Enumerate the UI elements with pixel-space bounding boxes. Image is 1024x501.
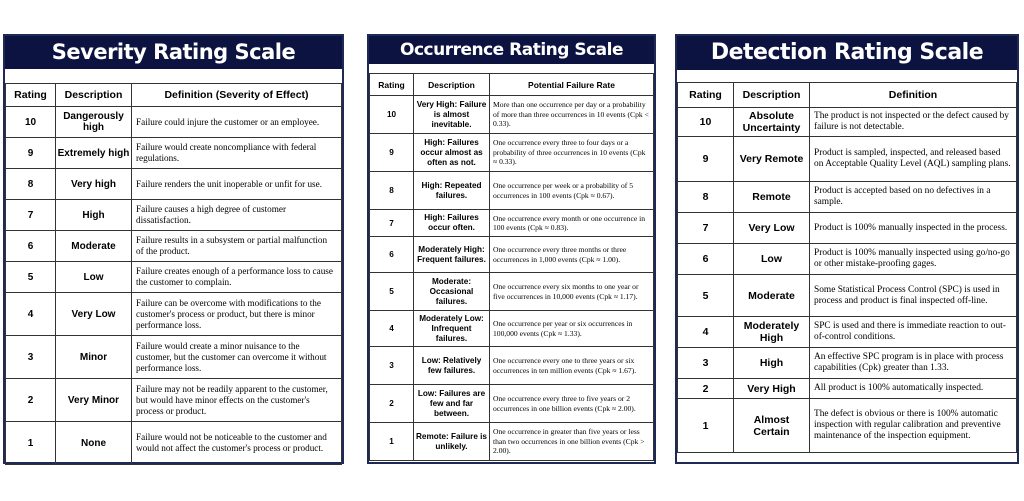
definition-cell: Product is 100% manually inspected in the process.: [810, 213, 1017, 244]
occurrence-header-row: [370, 74, 654, 96]
occurrence-table: [369, 73, 654, 461]
description-cell: Low: Relatively few failures.: [414, 347, 490, 385]
severity-header-row: [6, 84, 342, 107]
description-cell: High: Repeated failures.: [414, 172, 490, 210]
description-cell: Moderately High: Frequent failures.: [414, 237, 490, 273]
rating-cell: 9: [370, 134, 414, 172]
description-cell: High: [56, 200, 132, 231]
failure-rate-cell: One occurrence per year or six occurrences in 100,000 events (Cpk ≈ 1.33).: [490, 311, 654, 347]
description-header: Description: [734, 83, 810, 108]
rating-cell: 3: [6, 336, 56, 379]
detection-header-row: [678, 83, 1017, 108]
table-row: [6, 336, 342, 379]
rating-cell: 8: [370, 172, 414, 210]
description-cell: Moderately High: [734, 317, 810, 348]
failure-rate-header: Potential Failure Rate: [490, 74, 654, 96]
definition-cell: Product is 100% manually inspected using go/no-go or other mistake-proofing gages.: [810, 244, 1017, 275]
table-row: [6, 231, 342, 262]
rating-cell: 9: [678, 137, 734, 182]
table-row: [6, 293, 342, 336]
description-cell: Low: [56, 262, 132, 293]
rating-cell: 1: [370, 423, 414, 461]
failure-rate-cell: One occurrence every three to four days or a probability of three occurrences in 10 events (Cpk ≈ 0.33).: [490, 134, 654, 172]
description-cell: Low: [734, 244, 810, 275]
rating-cell: 7: [370, 210, 414, 237]
table-row: [370, 385, 654, 423]
rating-header: Rating: [678, 83, 734, 108]
rating-cell: 2: [678, 379, 734, 399]
occurrence-title: Occurrence Rating Scale: [369, 36, 654, 64]
definition-cell: Failure may not be readily apparent to the customer, but would have minor effects on the customer's process or product.: [132, 379, 342, 422]
table-row: [6, 422, 342, 465]
failure-rate-cell: One occurrence in greater than five years or less than two occurrences in one billion events (Cpk > 2.00).: [490, 423, 654, 461]
table-row: [6, 200, 342, 231]
definition-header: Definition: [810, 83, 1017, 108]
definition-cell: An effective SPC program is in place with process capabilities (Cpk) greater than 1.33.: [810, 348, 1017, 379]
definition-cell: All product is 100% automatically inspected.: [810, 379, 1017, 399]
description-cell: Remote: [734, 182, 810, 213]
detection-rating-panel: [675, 34, 1019, 464]
failure-rate-cell: One occurrence per week or a probability of 5 occurrences in 100 events (Cpk ≈ 0.67).: [490, 172, 654, 210]
rating-cell: 3: [370, 347, 414, 385]
failure-rate-cell: One occurrence every three months or three occurrences in 1,000 events (Cpk ≈ 1.00).: [490, 237, 654, 273]
description-cell: High: Failures occur often.: [414, 210, 490, 237]
description-cell: Very Low: [734, 213, 810, 244]
rating-header: Rating: [370, 74, 414, 96]
table-row: [370, 237, 654, 273]
rating-cell: 2: [6, 379, 56, 422]
severity-rating-panel: [3, 34, 344, 464]
table-row: [678, 317, 1017, 348]
rating-cell: 6: [6, 231, 56, 262]
rating-cell: 4: [370, 311, 414, 347]
table-row: [6, 262, 342, 293]
description-cell: Moderate: Occasional failures.: [414, 273, 490, 311]
severity-title: Severity Rating Scale: [5, 36, 342, 69]
rating-cell: 7: [678, 213, 734, 244]
description-cell: Very Minor: [56, 379, 132, 422]
table-row: [6, 138, 342, 169]
table-row: [678, 108, 1017, 137]
table-row: [370, 134, 654, 172]
rating-cell: 1: [6, 422, 56, 465]
description-cell: Remote: Failure is unlikely.: [414, 423, 490, 461]
description-cell: Moderately Low: Infrequent failures.: [414, 311, 490, 347]
failure-rate-cell: One occurrence every three to five years or 2 occurrences in one billion events (Cpk ≈ 2.00).: [490, 385, 654, 423]
detection-table: [677, 82, 1017, 453]
rating-header: Rating: [6, 84, 56, 107]
rating-cell: 8: [678, 182, 734, 213]
description-cell: Minor: [56, 336, 132, 379]
definition-cell: Failure creates enough of a performance loss to cause the customer to complain.: [132, 262, 342, 293]
failure-rate-cell: One occurrence every month or one occurrence in 100 events (Cpk ≈ 0.83).: [490, 210, 654, 237]
rating-cell: 10: [6, 107, 56, 138]
table-row: [370, 210, 654, 237]
rating-cell: 5: [678, 275, 734, 317]
definition-header: Definition (Severity of Effect): [132, 84, 342, 107]
table-row: [678, 137, 1017, 182]
definition-cell: Failure causes a high degree of customer dissatisfaction.: [132, 200, 342, 231]
occurrence-rating-panel: [367, 34, 656, 464]
table-row: [370, 423, 654, 461]
table-row: [678, 399, 1017, 453]
detection-title: Detection Rating Scale: [677, 36, 1017, 70]
definition-cell: The product is not inspected or the defect caused by failure is not detectable.: [810, 108, 1017, 137]
rating-cell: 4: [678, 317, 734, 348]
definition-cell: The defect is obvious or there is 100% automatic inspection with regular calibration and preventive maintenance of the inspection equipment.: [810, 399, 1017, 453]
definition-cell: Failure can be overcome with modifications to the customer's process or product, but there is minor performance loss.: [132, 293, 342, 336]
description-cell: Almost Certain: [734, 399, 810, 453]
table-row: [678, 244, 1017, 275]
table-row: [6, 107, 342, 138]
table-row: [370, 273, 654, 311]
table-row: [370, 311, 654, 347]
rating-cell: 5: [370, 273, 414, 311]
definition-cell: Failure would create noncompliance with federal regulations.: [132, 138, 342, 169]
table-row: [678, 379, 1017, 399]
description-cell: Very High: Failure is almost inevitable.: [414, 96, 490, 134]
description-cell: High: Failures occur almost as often as not.: [414, 134, 490, 172]
failure-rate-cell: One occurrence every one to three years or six occurrences in ten million events (Cpk ≈ 1.67).: [490, 347, 654, 385]
rating-cell: 10: [678, 108, 734, 137]
definition-cell: Failure results in a subsystem or partial malfunction of the product.: [132, 231, 342, 262]
rating-cell: 6: [678, 244, 734, 275]
definition-cell: Product is sampled, inspected, and released based on Acceptable Quality Level (AQL) sampling plans.: [810, 137, 1017, 182]
description-cell: Very Remote: [734, 137, 810, 182]
table-row: [678, 348, 1017, 379]
definition-cell: SPC is used and there is immediate reaction to out-of-control conditions.: [810, 317, 1017, 348]
table-row: [678, 275, 1017, 317]
table-row: [370, 172, 654, 210]
rating-cell: 10: [370, 96, 414, 134]
rating-cell: 3: [678, 348, 734, 379]
description-header: Description: [56, 84, 132, 107]
definition-cell: Failure could injure the customer or an employee.: [132, 107, 342, 138]
rating-cell: 1: [678, 399, 734, 453]
rating-cell: 8: [6, 169, 56, 200]
failure-rate-cell: More than one occurrence per day or a probability of more than three occurrences in 10 events (Cpk < 0.33).: [490, 96, 654, 134]
rating-cell: 6: [370, 237, 414, 273]
definition-cell: Failure would not be noticeable to the customer and would not affect the customer's process or product.: [132, 422, 342, 465]
description-cell: Very High: [734, 379, 810, 399]
rating-cell: 4: [6, 293, 56, 336]
table-row: [370, 347, 654, 385]
description-cell: Absolute Uncertainty: [734, 108, 810, 137]
rating-cell: 9: [6, 138, 56, 169]
rating-cell: 5: [6, 262, 56, 293]
rating-cell: 2: [370, 385, 414, 423]
description-header: Description: [414, 74, 490, 96]
description-cell: Very Low: [56, 293, 132, 336]
table-row: [678, 213, 1017, 244]
description-cell: High: [734, 348, 810, 379]
description-cell: Moderate: [734, 275, 810, 317]
definition-cell: Product is accepted based on no defectives in a sample.: [810, 182, 1017, 213]
definition-cell: Some Statistical Process Control (SPC) is used in process and product is final inspected off-line.: [810, 275, 1017, 317]
rating-cell: 7: [6, 200, 56, 231]
table-row: [678, 182, 1017, 213]
table-row: [370, 96, 654, 134]
definition-cell: Failure would create a minor nuisance to the customer, but the customer can overcome it without performance loss.: [132, 336, 342, 379]
table-row: [6, 379, 342, 422]
failure-rate-cell: One occurrence every six months to one year or five occurrences in 10,000 events (Cpk ≈ 1.17).: [490, 273, 654, 311]
description-cell: Moderate: [56, 231, 132, 262]
table-row: [6, 169, 342, 200]
description-cell: Low: Failures are few and far between.: [414, 385, 490, 423]
severity-table: [5, 83, 342, 465]
description-cell: Dangerously high: [56, 107, 132, 138]
description-cell: None: [56, 422, 132, 465]
description-cell: Very high: [56, 169, 132, 200]
definition-cell: Failure renders the unit inoperable or unfit for use.: [132, 169, 342, 200]
description-cell: Extremely high: [56, 138, 132, 169]
